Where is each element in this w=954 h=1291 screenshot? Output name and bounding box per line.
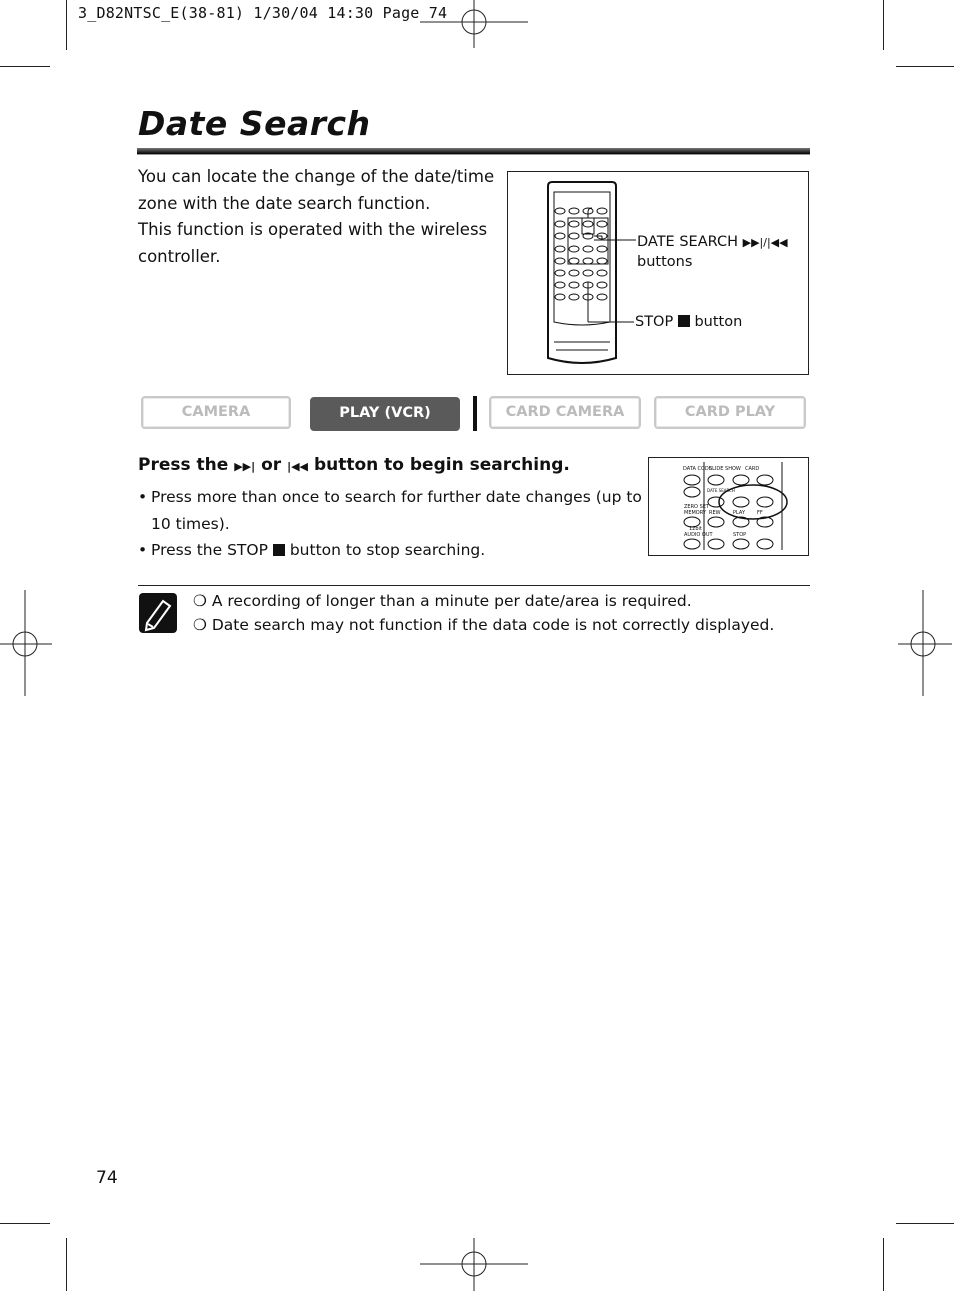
wireless-controller-figure [507, 171, 809, 375]
crop-mark [883, 0, 884, 50]
bullet-dot: • [138, 488, 148, 506]
print-slug: 3_D82NTSC_E(38-81) 1/30/04 14:30 Page 74 [78, 4, 448, 22]
label-zero-set: ZERO SET [684, 504, 709, 510]
page-title: Date Search [138, 104, 371, 143]
skip-forward-icon: ▶▶| [234, 460, 256, 473]
title-rule-shadow [137, 154, 810, 155]
label-stop: STOP [733, 532, 747, 538]
pencil-icon [139, 593, 177, 633]
page-number: 74 [96, 1168, 118, 1188]
bullet-text-1: Press more than once to search for further date changes (up to 10 times). [151, 488, 642, 533]
date-search-callout [637, 232, 788, 253]
label-slideshow: SLIDE SHOW [709, 466, 741, 472]
button-label: button [694, 314, 743, 330]
crop-mark [0, 1223, 50, 1224]
notes-pencil-icon [139, 593, 177, 633]
tab-separator [473, 396, 477, 431]
label-memory: MEMORY [684, 510, 706, 516]
stop-square-icon [273, 544, 285, 556]
bullet-dot: • [138, 541, 148, 559]
registration-mark-right [898, 590, 954, 698]
note-bullet-icon: ❍ [193, 616, 207, 634]
crop-mark [66, 1238, 67, 1291]
crop-mark [896, 1223, 954, 1224]
stop-square-icon [678, 315, 690, 327]
heading-or: or [261, 455, 282, 475]
bullet-text-2b: button to stop searching. [289, 541, 486, 559]
bullet-item [138, 484, 643, 537]
buttons-label: buttons [637, 254, 693, 270]
crop-mark [0, 66, 50, 67]
note-bullet-icon: ❍ [193, 592, 207, 610]
note-item [193, 613, 774, 637]
label-audio-out: AUDIO OUT [684, 532, 713, 538]
heading-rest: button to begin searching. [313, 455, 570, 475]
heading-press: Press the [138, 455, 229, 475]
crop-mark [66, 0, 67, 50]
registration-mark-left [0, 590, 52, 698]
crop-mark [883, 1238, 884, 1291]
notes-rule [138, 585, 810, 586]
stop-callout [635, 312, 742, 332]
tab-card-play: CARD PLAY [654, 396, 806, 429]
skip-forward-backward-icon: ▶▶|/|◀◀ [742, 236, 788, 249]
tab-play-vcr: PLAY (VCR) [310, 397, 460, 431]
bullet-item [138, 537, 643, 564]
crop-mark [896, 66, 954, 67]
label-rew: REW [709, 510, 721, 516]
tab-card-camera: CARD CAMERA [489, 396, 641, 429]
bullet-text-2a: Press the STOP [151, 541, 268, 559]
note-text-2: Date search may not function if the data code is not correctly displayed. [211, 616, 775, 634]
intro-paragraph-1: You can locate the change of the date/time zone with the date search function. [138, 167, 495, 213]
controller-closeup-figure [648, 457, 809, 556]
tab-camera: CAMERA [141, 396, 291, 429]
wireless-controller-illustration [508, 172, 808, 374]
label-date-search: DATE SEARCH [707, 488, 735, 493]
label-play: PLAY [733, 510, 746, 516]
controller-closeup-illustration [649, 458, 808, 555]
step-bullets [138, 484, 643, 564]
intro-paragraph-2: This function is operated with the wireless controller. [138, 220, 488, 266]
registration-mark-bottom [420, 1238, 530, 1291]
label-data-code: DATA CODE [683, 466, 712, 472]
date-search-label: DATE SEARCH [637, 234, 738, 250]
label-card: CARD [745, 466, 760, 472]
notes-list [193, 589, 774, 637]
step-heading [138, 455, 570, 475]
stop-label: STOP [635, 314, 674, 330]
label-ff: FF [757, 510, 763, 516]
note-item [193, 589, 774, 613]
label-12bit: 12bit [689, 526, 702, 532]
note-text-1: A recording of longer than a minute per date/area is required. [211, 592, 692, 610]
intro-text [138, 164, 498, 270]
registration-mark-top [420, 0, 530, 50]
skip-backward-icon: |◀◀ [287, 460, 309, 473]
